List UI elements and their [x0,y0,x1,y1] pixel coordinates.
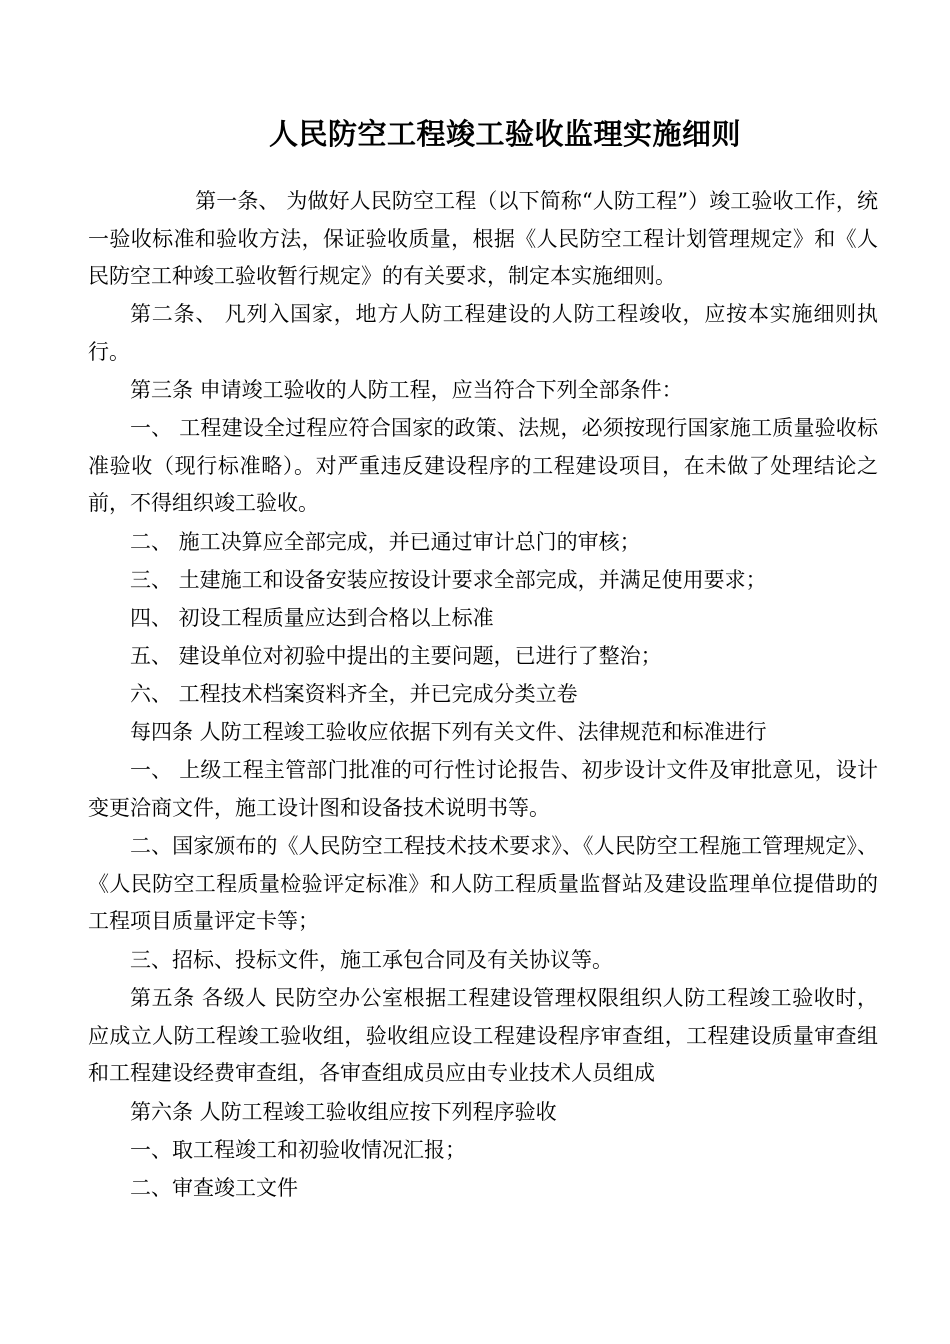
article-4-item-3: 三、招标、投标文件，施工承包合同及有关协议等。 [130,948,613,972]
article-6-item-2: 二、审查竣工文件 [130,1176,298,1200]
article-3-item-2: 二、 施工决算应全部完成，并已通过审计总门的审核； [130,530,641,554]
article-4-item-2: 二、国家颁布的《人民防空工程技术技术要求》、《人民防空工程施工管理规定》、《人民防空工程质量检验评定标准》和人防工程质量监督站及建设监理单位提借助的工程项目质量评定卡等； [88,834,878,933]
article-1-paragraph: 第一条、 为做好人民防空工程（以下简称“人防工程”）竣工验收工作，统一验收标准和验收方法，保证验收质量，根据《人民防空工程计划管理规定》和《人民防空工种竣工验收暂行规定》的有关要求，制定本实施细则。 [88,189,878,288]
article-5-paragraph: 第五条 各级人 民防空办公室根据工程建设管理权限组织人防工程竣工验收时，应成立人防工程竣工验收组，验收组应设工程建设程序审查组，工程建设质量审查组和工程建设经费审查组，各审查组成员应由专业技术人员组成 [88,986,878,1085]
document-title: 人民防空工程竣工验收监理实施细则 [268,117,741,151]
article-4-item-1: 一、 上级工程主管部门批准的可行性讨论报告、初步设计文件及审批意见，设计变更洽商文件，施工设计图和设备技术说明书等。 [88,758,878,820]
article-3-item-1: 一、 工程建设全过程应符合国家的政策、法规，必须按现行国家施工质量验收标准验收（现行标准略）。对严重违反建设程序的工程建设项目，在未做了处理结论之前，不得组织竣工验收。 [88,416,878,515]
article-3-item-3: 三、 土建施工和设备安装应按设计要求全部完成，并满足使用要求； [130,568,767,592]
article-4-paragraph: 每四条 人防工程竣工验收应依据下列有关文件、法律规范和标准进行 [130,720,767,744]
article-6-item-1: 一、取工程竣工和初验收情况汇报； [130,1138,466,1162]
article-3-paragraph: 第三条 申请竣工验收的人防工程，应当符合下列全部条件： [130,378,683,402]
article-2-paragraph: 第二条、 凡列入国家，地方人防工程建设的人防工程竣收，应按本实施细则执行。 [88,302,878,364]
article-3-item-6: 六、 工程技术档案资料齐全，并已完成分类立卷 [130,682,578,706]
article-3-item-4: 四、 初设工程质量应达到合格以上标准 [130,606,494,630]
article-3-item-5: 五、 建设单位对初验中提出的主要问题，已进行了整治； [130,644,662,668]
article-6-paragraph: 第六条 人防工程竣工验收组应按下列程序验收 [130,1100,557,1124]
